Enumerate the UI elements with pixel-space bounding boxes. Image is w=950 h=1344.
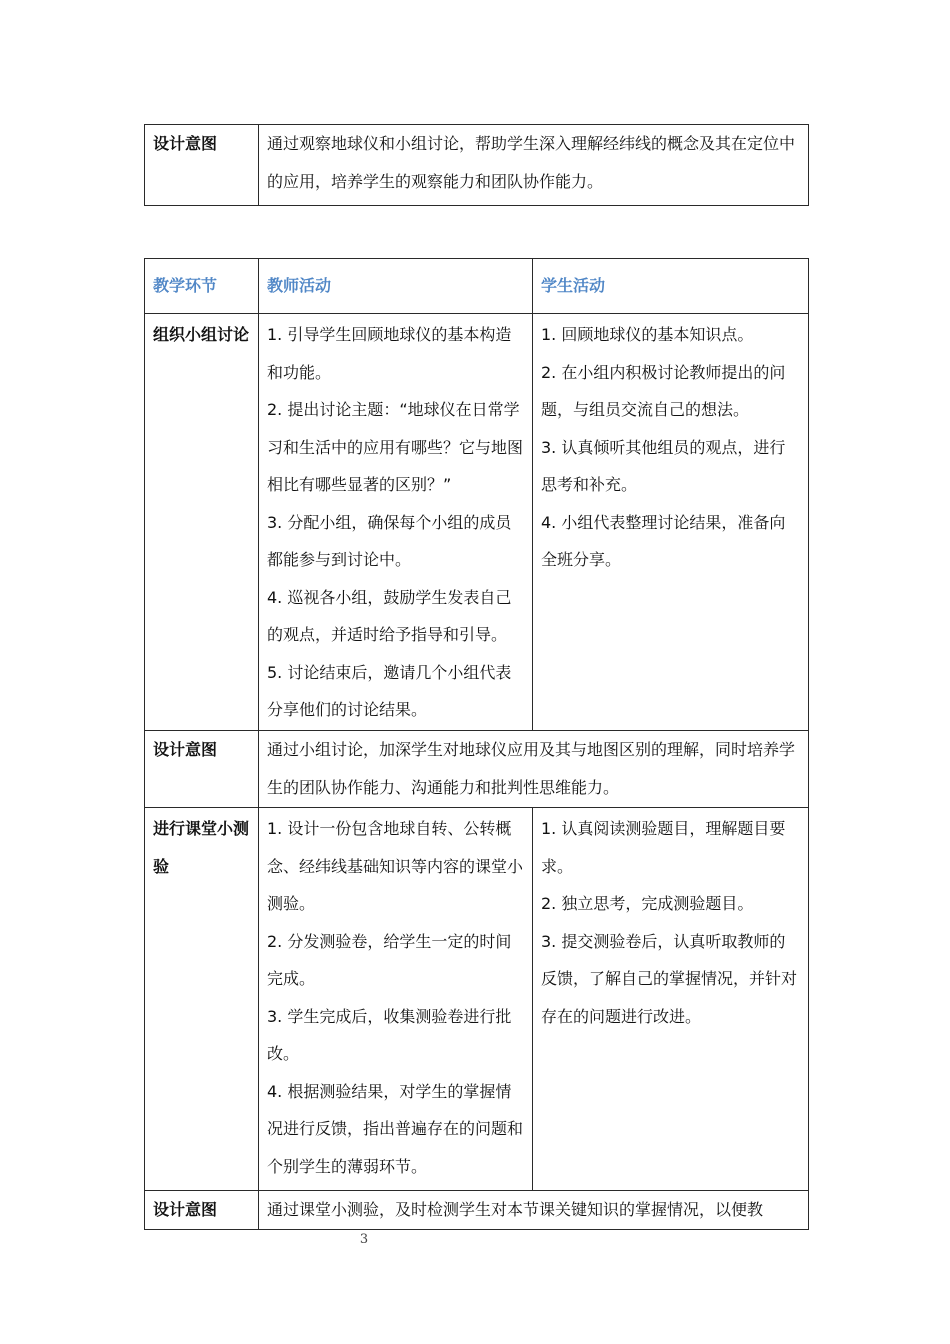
list-item: 2. 提出讨论主题：“地球仪在日常学习和生活中的应用有哪些？它与地图相比有哪些显著的区别？”	[267, 400, 524, 494]
row-label: 设计意图	[145, 731, 259, 808]
list-item: 2. 独立思考，完成测验题目。	[541, 894, 754, 913]
header-student-activity: 学生活动	[533, 259, 809, 314]
table-row	[145, 125, 809, 206]
list-item: 1. 引导学生回顾地球仪的基本构造和功能。	[267, 325, 512, 382]
list-item: 3. 分配小组，确保每个小组的成员都能参与到讨论中。	[267, 512, 512, 569]
teacher-activity-cell	[259, 314, 533, 731]
list-item: 3. 学生完成后，收集测验卷进行批改。	[267, 1006, 512, 1063]
list-item: 2. 分发测验卷，给学生一定的时间完成。	[267, 931, 512, 988]
design-intent-text: 通过观察地球仪和小组讨论，帮助学生深入理解经纬线的概念及其在定位中的应用，培养学生的观察能力和团队协作能力。	[259, 125, 809, 206]
table-row	[145, 731, 809, 808]
list-item: 3. 提交测验卷后，认真听取教师的反馈，了解自己的掌握情况，并针对存在的问题进行改进。	[541, 931, 798, 1026]
page-number: 3	[359, 1232, 369, 1247]
header-teacher-activity: 教师活动	[259, 259, 533, 314]
teaching-process-table	[144, 258, 809, 1230]
teacher-activity-cell	[259, 808, 533, 1191]
design-intent-table-top	[144, 124, 809, 206]
list-item: 4. 巡视各小组，鼓励学生发表自己的观点，并适时给予指导和引导。	[267, 587, 512, 644]
student-activity-cell	[533, 808, 809, 1191]
list-item: 4. 根据测验结果，对学生的掌握情况进行反馈，指出普遍存在的问题和个别学生的薄弱环节。	[267, 1081, 524, 1176]
list-item: 2. 在小组内积极讨论教师提出的问题，与组员交流自己的想法。	[541, 362, 786, 419]
table-row	[145, 1191, 809, 1230]
design-intent-text: 通过课堂小测验，及时检测学生对本节课关键知识的掌握情况，以便教	[259, 1191, 809, 1230]
list-item: 5. 讨论结束后，邀请几个小组代表分享他们的讨论结果。	[267, 662, 512, 719]
table-header-row	[145, 259, 809, 314]
table-row	[145, 314, 809, 731]
stage-label: 组织小组讨论	[145, 314, 259, 731]
header-teaching-stage: 教学环节	[145, 259, 259, 314]
row-label: 设计意图	[145, 1191, 259, 1230]
list-item: 1. 回顾地球仪的基本知识点。	[541, 325, 754, 344]
stage-label: 进行课堂小测验	[145, 808, 259, 1191]
list-item: 4. 小组代表整理讨论结果，准备向全班分享。	[541, 512, 786, 569]
student-activity-cell	[533, 314, 809, 731]
design-intent-text: 通过小组讨论，加深学生对地球仪应用及其与地图区别的理解，同时培养学生的团队协作能力、沟通能力和批判性思维能力。	[259, 731, 809, 808]
list-item: 3. 认真倾听其他组员的观点，进行思考和补充。	[541, 437, 786, 494]
table-row	[145, 808, 809, 1191]
list-item: 1. 认真阅读测验题目，理解题目要求。	[541, 819, 786, 876]
list-item: 1. 设计一份包含地球自转、公转概念、经纬线基础知识等内容的课堂小测验。	[267, 819, 524, 913]
row-label: 设计意图	[145, 125, 259, 206]
